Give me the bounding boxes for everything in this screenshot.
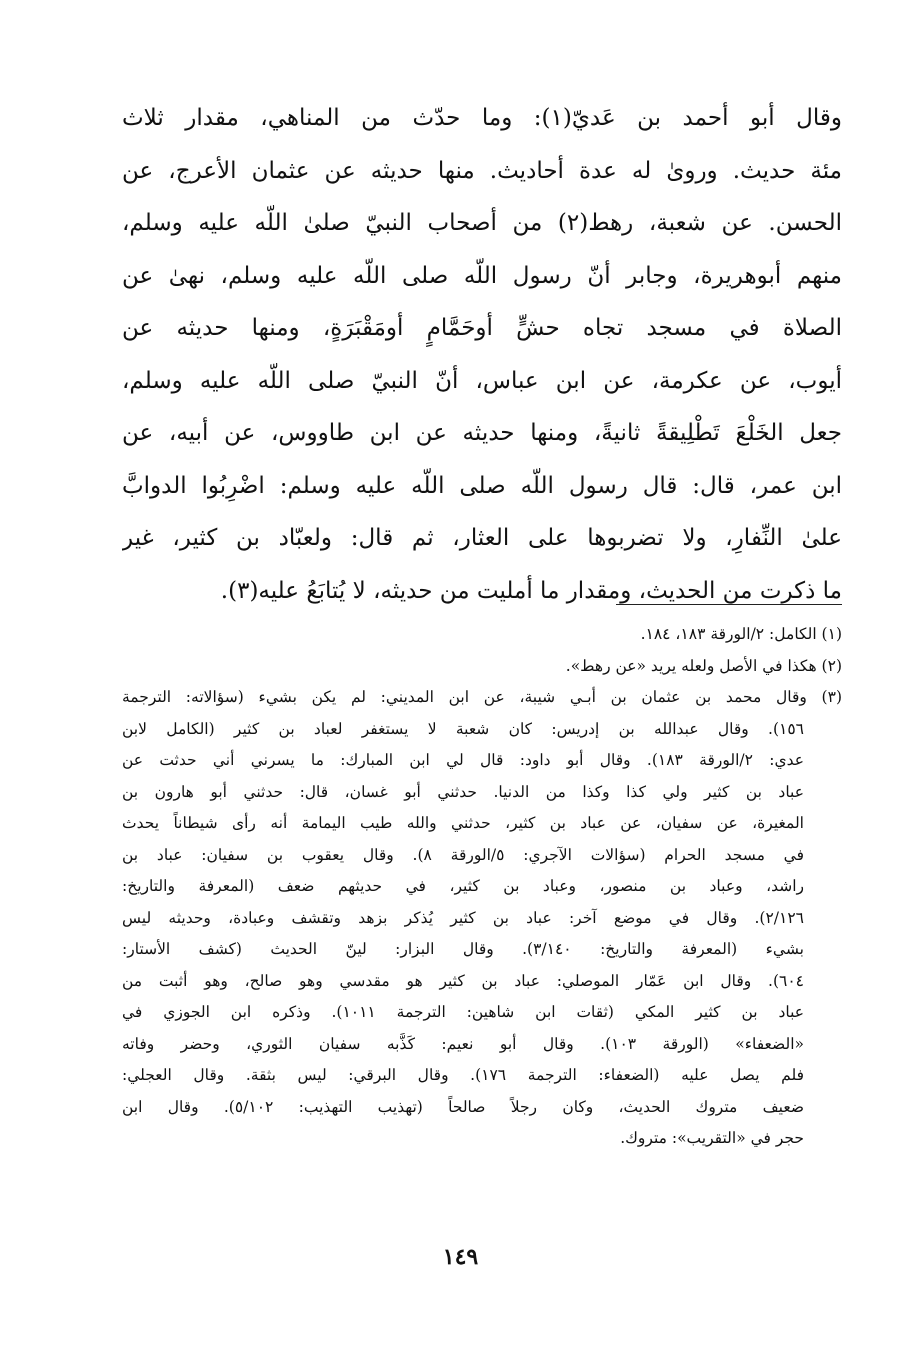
main-text-line: أيوب، عن عكرمة، عن ابن عباس، أنّ النبيّ صلى اللّه عليه وسلم، [122, 367, 842, 394]
footnote-3-line: ١٥٦). وقال عبدالله بن إدريس: كان شعبة لا يستغفر لعباد بن كثير (الكامل لابن [122, 719, 804, 738]
footnote-3-line: عدي: ٢/الورقة ١٨٣). وقال أبو داود: قال لي ابن المبارك: ما يسرني أني حدثت عن [122, 751, 805, 769]
main-text-line: الصلاة في مسجد تجاه حشٍّ أوحَمَّامٍ أومَقْبَرَةٍ، ومنها حديثه عن [122, 315, 842, 341]
footnote-3-line: راشد، وعباد بن منصور، وعباد بن كثير، في حديثهم ضعف (المعرفة والتاريخ: [122, 877, 804, 895]
footnote-2: (٢) هكذا في الأصل ولعله يريد «عن رهط». [565, 656, 842, 675]
footnote-3-line: ٦٠٤). وقال ابن عَمّار الموصلي: عباد بن كثير هو مقدسي وهو صالح، وهو أثبت من [122, 971, 804, 990]
footnotes-block [122, 619, 842, 1155]
main-text-line: منهم أبوهريرة، وجابر أنّ رسول اللّه صلى اللّه عليه وسلم، نهىٰ عن [122, 262, 842, 289]
main-text-block [122, 92, 842, 617]
main-text-line: علىٰ النِّفارِ، ولا تضربوها على العثار، ثم قال: ولعبّاد بن كثير، غير [122, 525, 842, 551]
main-text-line: ما ذكرت من الحديث، ومقدار ما أمليت من حديثه، لا يُتابَعُ عليه(٣). [220, 577, 842, 604]
main-text-line: الحسن. عن شعبة، رهط(٢) من أصحاب النبيّ صلىٰ اللّه عليه وسلم، [122, 210, 842, 236]
footnote-separator [616, 604, 842, 605]
footnote-3-line: فلم يصل عليه (الضعفاء: الترجمة ١٧٦). وقال البرقي: ليس بثقة. وقال العجلي: [122, 1066, 804, 1084]
footnote-3-line: حجر في «التقريب»: متروك. [620, 1129, 804, 1147]
main-text-line: وقال أبو أحمد بن عَديّ(١): وما حدّث من المناهي، مقدار ثلاث [122, 105, 842, 131]
footnote-3-line: المغيرة، عن سفيان، عن عباد بن كثير، حدثني والله طيب اليمامة أنه رأى شيطاناً يحدث [122, 814, 804, 832]
main-text-line: جعل الخَلْعَ تَطْلِيقةً ثانيةً، ومنها حديثه عن ابن طاووس، عن أبيه، عن [122, 420, 842, 446]
footnote-3-line: (٣) وقال محمد بن عثمان بن أبـي شيبة، عن ابن المديني: لم يكن بشيء (سؤالاته: الترجمة [122, 688, 842, 706]
footnote-3-line: عباد بن كثير ولي كذا وكذا من الدنيا. حدثني أبو غسان، قال: حدثني أبو هارون بن [122, 782, 804, 801]
main-text-line: مئة حديث. وروىٰ له عدة أحاديث. منها حديثه عن عثمان الأعرج، عن [122, 157, 842, 184]
footnote-1: (١) الكامل: ٢/الورقة ١٨٣، ١٨٤. [640, 625, 842, 643]
footnote-3-line: ٢/١٢٦). وقال في موضع آخر: عباد بن كثير يُذكر بزهد وتقشف وعبادة، وحديثه ليس [122, 908, 804, 927]
footnote-3-line: في مسجد الحرام (سؤالات الآجري: ٥/الورقة ٨). وقال يعقوب بن سفيان: عباد بن [122, 845, 805, 864]
footnote-3-line: بشيء (المعرفة والتاريخ: ٣/١٤٠). وقال البزار: لينّ الحديث (كشف الأستار: [122, 940, 804, 958]
main-text-line: ابن عمر، قال: قال رسول اللّه صلى اللّه عليه وسلم: اضْرِبُوا الدوابَّ [122, 472, 842, 499]
page-number: ١٤٩ [442, 1244, 479, 1270]
footnote-3-line: ضعيف متروك الحديث، وكان رجلاً صالحاً (تهذيب التهذيب: ٥/١٠٢). وقال ابن [122, 1097, 804, 1116]
footnote-3-line: «الضعفاء» (الورقة ١٠٣). وقال أبو نعيم: كَذَّبه سفيان الثوري، وحضر وفاته [122, 1034, 804, 1053]
footnote-3-line: عباد بن كثير المكي (ثقات ابن شاهين: الترجمة ١٠١١). وذكره ابن الجوزي في [122, 1003, 805, 1021]
